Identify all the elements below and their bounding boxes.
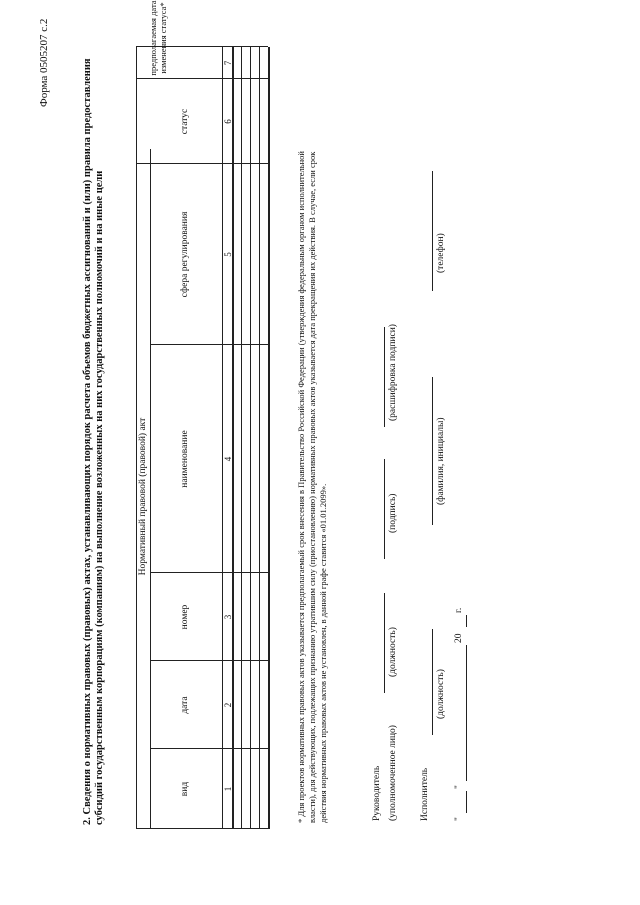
table-row-line-2 (250, 47, 251, 829)
day-line (466, 791, 467, 813)
table-col-line-0 (136, 828, 268, 829)
position-line (384, 593, 385, 693)
position-caption: (должность) (388, 627, 398, 677)
table-col-line-1 (150, 748, 268, 749)
table-col-line-4 (150, 344, 268, 345)
table-row-line-1 (241, 47, 242, 829)
col-number-5: 5 (223, 252, 233, 257)
col-number-2: 2 (223, 702, 233, 708)
signature-line (384, 459, 385, 559)
year-line (466, 615, 467, 627)
heading-line-2: субсидий государственным корпорациям (компаниям) на выполнение возложенных на них государственных полномочий и на иные цели (94, 170, 105, 825)
group-header: Нормативный правовой (правовой) акт (138, 417, 148, 576)
executor-label: Исполнитель (420, 767, 430, 821)
month-line (466, 645, 467, 781)
head-label: Руководитель (372, 765, 382, 821)
head-label-2: (уполномоченное лицо) (388, 725, 398, 821)
col-header-date: дата (180, 696, 190, 714)
col-header-scope: сфера регулирования (180, 211, 190, 298)
table-col-line-3 (150, 572, 268, 573)
footnote-line-2: власти), для действующих, подлежащих признанию утратившим силу (приостановлению) нормативных правовых актов указывается дата прекращения их действия. В случае, если срок (307, 151, 317, 823)
decoding-line (384, 327, 385, 427)
col-number-7: 7 (223, 60, 233, 66)
date-quote-close: " (454, 785, 464, 789)
name-caption: (фамилия, инициалы) (436, 417, 446, 505)
table-border-top (136, 47, 137, 829)
footnote (296, 83, 329, 823)
table-row-line-3 (259, 47, 260, 829)
col-header-number: номер (180, 604, 190, 630)
col-number-6: 6 (223, 119, 233, 124)
col-header-status: статус (180, 108, 190, 135)
table-group-line (150, 149, 151, 829)
decoding-caption: (расшифровка подписи) (388, 324, 398, 421)
year-suffix: г. (454, 607, 464, 613)
table-col-line-5 (136, 163, 268, 164)
col-header-status-change-date: предполагаемая дата изменения статуса* (148, 0, 168, 76)
col-header-type: вид (180, 781, 190, 797)
executor-position-caption: (должность) (436, 669, 446, 719)
footnote-line-3: действия нормативных правовых актов не установлен, в данной графе ставится «01.01.2099». (318, 483, 328, 823)
heading-line-1: 2. Сведения о нормативных правовых (правовых) актах, устанавливающих порядок расчета объемов бюджетных ассигнований и (или) правила предоставления (82, 58, 93, 825)
phone-line (432, 171, 433, 291)
signature-caption: (подпись) (388, 493, 398, 533)
date-quote-open: " (454, 817, 464, 821)
col-header-name: наименование (180, 430, 190, 488)
acts-table (136, 0, 268, 829)
phone-caption: (телефон) (436, 233, 446, 273)
col-number-1: 1 (223, 786, 233, 792)
col-number-3: 3 (223, 614, 233, 620)
table-col-line-2 (150, 660, 268, 661)
footnote-line-1: * Для проектов нормативных правовых актов указывается предполагаемый срок внесения в Правительство Российской Федерации (утверждения федеральным органом исполнительной (296, 151, 306, 823)
col-number-4: 4 (223, 456, 233, 462)
section-heading (82, 58, 106, 825)
executor-position-line (432, 629, 433, 735)
name-line (432, 377, 433, 525)
year-prefix: 20 (454, 633, 464, 643)
form-number: Форма 0505207 с.2 (38, 18, 50, 107)
table-col-line-6 (136, 78, 268, 79)
table-border-bottom (268, 47, 270, 829)
